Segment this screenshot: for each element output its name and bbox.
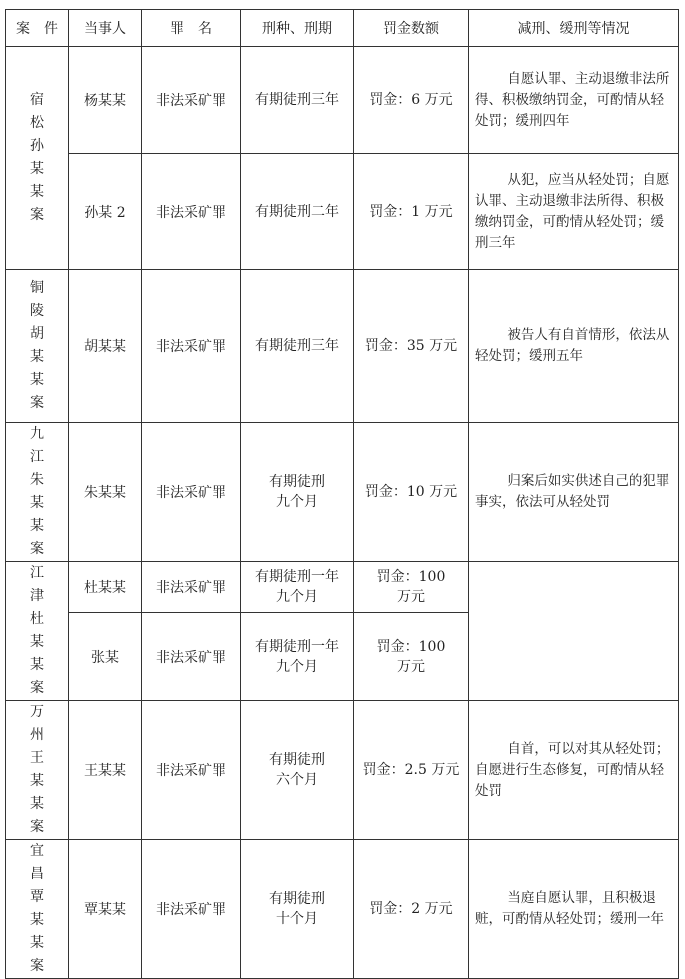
fine-cell: 罚金：100 万元 [354, 613, 469, 701]
table-row [6, 423, 679, 562]
sentencing-table [5, 9, 679, 979]
fine-cell: 罚金：35 万元 [354, 270, 469, 423]
crime-cell: 非法采矿罪 [142, 270, 241, 423]
notes-cell: 自首，可以对其从轻处罚；自愿进行生态修复，可酌情从轻处罚 [469, 701, 679, 840]
party-cell: 孙某 2 [69, 154, 142, 270]
table-row [6, 154, 679, 270]
party-cell: 胡某某 [69, 270, 142, 423]
notes-cell: 被告人有自首情形，依法从轻处罚；缓刑五年 [469, 270, 679, 423]
table-row [6, 840, 679, 979]
crime-cell: 非法采矿罪 [142, 47, 241, 154]
term-cell: 有期徒刑三年 [241, 47, 354, 154]
crime-cell: 非法采矿罪 [142, 840, 241, 979]
crime-cell: 非法采矿罪 [142, 613, 241, 701]
fine-cell: 罚金：100 万元 [354, 562, 469, 613]
fine-cell: 罚金：2.5 万元 [354, 701, 469, 840]
col-header-term: 刑种、刑期 [241, 10, 354, 47]
table-row [6, 270, 679, 423]
table-row [6, 47, 679, 154]
col-header-case: 案 件 [6, 10, 69, 47]
col-header-party: 当事人 [69, 10, 142, 47]
fine-cell: 罚金：2 万元 [354, 840, 469, 979]
case-cell: 江 津 杜 某 某 案 [6, 562, 69, 701]
party-cell: 朱某某 [69, 423, 142, 562]
col-header-crime: 罪 名 [142, 10, 241, 47]
header-row [6, 10, 679, 47]
term-cell: 有期徒刑二年 [241, 154, 354, 270]
crime-cell: 非法采矿罪 [142, 154, 241, 270]
fine-cell: 罚金：1 万元 [354, 154, 469, 270]
notes-cell: 归案后如实供述自己的犯罪事实，依法可从轻处罚 [469, 423, 679, 562]
table-row [6, 701, 679, 840]
crime-cell: 非法采矿罪 [142, 701, 241, 840]
crime-cell: 非法采矿罪 [142, 562, 241, 613]
case-cell: 宿 松 孙 某 某 案 [6, 47, 69, 270]
party-cell: 张某 [69, 613, 142, 701]
notes-cell [469, 562, 679, 701]
term-cell: 有期徒刑一年 九个月 [241, 613, 354, 701]
term-cell: 有期徒刑 九个月 [241, 423, 354, 562]
notes-cell: 当庭自愿认罪，且积极退赃，可酌情从轻处罚；缓刑一年 [469, 840, 679, 979]
term-cell: 有期徒刑三年 [241, 270, 354, 423]
col-header-fine: 罚金数额 [354, 10, 469, 47]
party-cell: 杜某某 [69, 562, 142, 613]
case-cell: 九 江 朱 某 某 案 [6, 423, 69, 562]
notes-cell: 自愿认罪、主动退缴非法所得、积极缴纳罚金，可酌情从轻处罚；缓刑四年 [469, 47, 679, 154]
case-cell: 宜 昌 覃 某 某 案 [6, 840, 69, 979]
party-cell: 杨某某 [69, 47, 142, 154]
notes-cell: 从犯，应当从轻处罚；自愿认罪、主动退缴非法所得、积极缴纳罚金，可酌情从轻处罚；缓刑三年 [469, 154, 679, 270]
party-cell: 王某某 [69, 701, 142, 840]
fine-cell: 罚金：10 万元 [354, 423, 469, 562]
term-cell: 有期徒刑 六个月 [241, 701, 354, 840]
case-cell: 铜 陵 胡 某 某 案 [6, 270, 69, 423]
crime-cell: 非法采矿罪 [142, 423, 241, 562]
fine-cell: 罚金：6 万元 [354, 47, 469, 154]
party-cell: 覃某某 [69, 840, 142, 979]
col-header-notes: 减刑、缓刑等情况 [469, 10, 679, 47]
term-cell: 有期徒刑 十个月 [241, 840, 354, 979]
term-cell: 有期徒刑一年 九个月 [241, 562, 354, 613]
table-row [6, 562, 679, 613]
case-cell: 万 州 王 某 某 案 [6, 701, 69, 840]
